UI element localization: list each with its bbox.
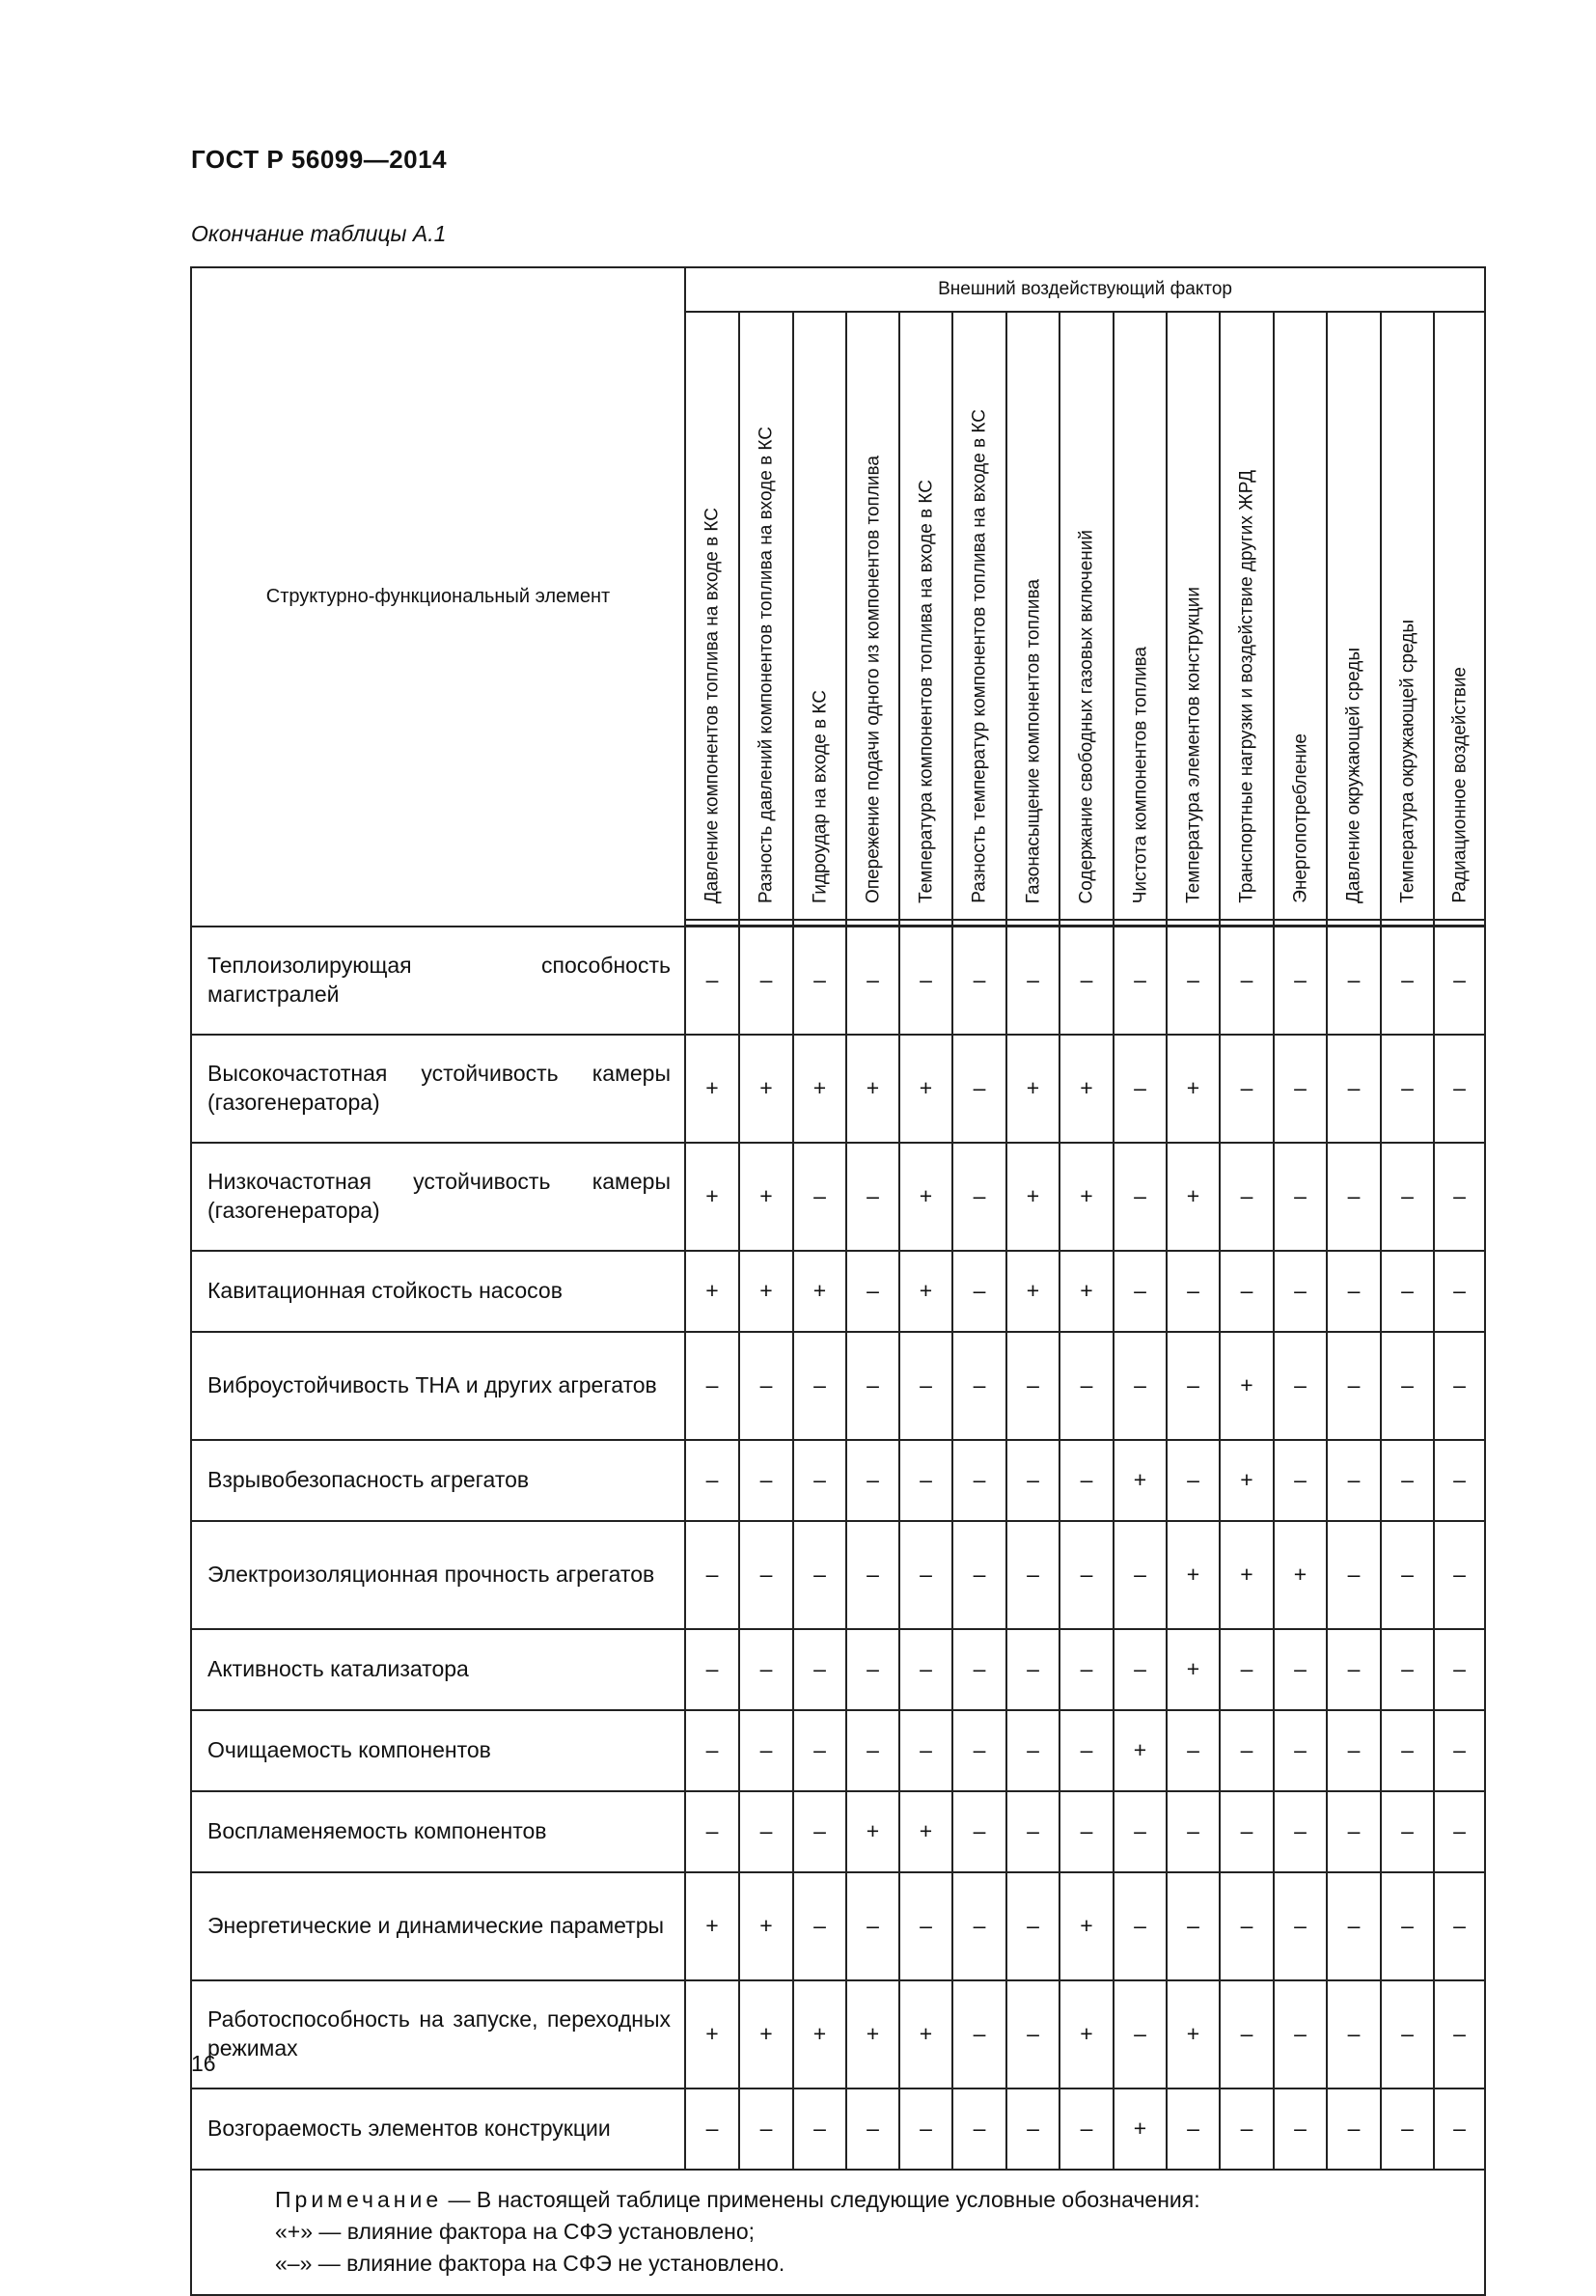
factor-header-cell — [1006, 312, 1059, 920]
influence-mark: – — [952, 1035, 1006, 1143]
influence-mark: – — [793, 2089, 846, 2170]
influence-mark: – — [846, 1143, 899, 1251]
influence-mark: – — [793, 1521, 846, 1629]
factor-header-cell — [1059, 312, 1114, 920]
influence-mark: – — [1434, 1980, 1485, 2089]
table-row — [191, 1629, 1485, 1710]
influence-mark: – — [952, 1440, 1006, 1521]
influence-mark: – — [1167, 1872, 1220, 1980]
page-number: 16 — [191, 2051, 216, 2076]
influence-mark: – — [739, 1440, 793, 1521]
influence-mark: + — [1059, 1143, 1114, 1251]
table-row — [191, 1035, 1485, 1143]
influence-mark: – — [1327, 1332, 1381, 1440]
influence-mark: – — [1167, 1440, 1220, 1521]
influence-mark: – — [1434, 1332, 1485, 1440]
influence-mark: – — [899, 927, 952, 1035]
influence-mark: – — [1167, 1791, 1220, 1872]
influence-mark: – — [1381, 1035, 1434, 1143]
influence-mark: – — [899, 1629, 952, 1710]
row-label: Активность катализатора — [191, 1629, 685, 1710]
influence-mark: – — [1274, 927, 1327, 1035]
influence-mark: – — [1167, 1332, 1220, 1440]
factor-header-label: Температура окружающей среды — [1397, 620, 1417, 903]
influence-mark: – — [1327, 927, 1381, 1035]
influence-mark: – — [1167, 1710, 1220, 1791]
influence-mark: – — [1274, 1872, 1327, 1980]
influence-mark: + — [1220, 1521, 1274, 1629]
influence-mark: + — [793, 1035, 846, 1143]
influence-mark: – — [952, 927, 1006, 1035]
table-row — [191, 1143, 1485, 1251]
factor-header-cell — [952, 312, 1006, 920]
influence-mark: – — [1274, 1791, 1327, 1872]
influence-mark: – — [1059, 927, 1114, 1035]
note-line-2: «+» — влияние фактора на СФЭ установлено; — [275, 2218, 756, 2244]
influence-mark: – — [685, 1332, 739, 1440]
influence-mark: + — [1006, 1035, 1059, 1143]
influence-mark: – — [1434, 1035, 1485, 1143]
influence-mark: – — [739, 1332, 793, 1440]
influence-mark: – — [1274, 1629, 1327, 1710]
influence-mark: – — [739, 1629, 793, 1710]
influence-mark: – — [739, 1791, 793, 1872]
influence-mark: + — [739, 1251, 793, 1332]
factor-header-cell — [1220, 312, 1274, 920]
factor-header-cell — [1167, 312, 1220, 920]
influence-mark: – — [1327, 1872, 1381, 1980]
row-label: Высокочастотная устойчивость камеры (газогенератора) — [191, 1035, 685, 1143]
influence-mark: + — [1220, 1440, 1274, 1521]
influence-mark: – — [1381, 2089, 1434, 2170]
row-label: Виброустойчивость ТНА и других агрегатов — [191, 1332, 685, 1440]
influence-mark: – — [1114, 1791, 1167, 1872]
influence-mark: – — [1327, 1710, 1381, 1791]
factor-header-label: Гидроудар на входе в КС — [810, 690, 830, 903]
influence-mark: + — [1167, 1143, 1220, 1251]
influence-mark: – — [1220, 1980, 1274, 2089]
table-caption: Окончание таблицы А.1 — [191, 221, 447, 246]
row-label: Возгораемость элементов конструкции — [191, 2089, 685, 2170]
influence-mark: – — [1434, 1710, 1485, 1791]
influence-mark: + — [685, 1251, 739, 1332]
influence-mark: – — [952, 1332, 1006, 1440]
factor-header-cell — [846, 312, 899, 920]
influence-mark: + — [1114, 1710, 1167, 1791]
table-row — [191, 1710, 1485, 1791]
influence-mark: – — [1381, 1143, 1434, 1251]
influence-mark: – — [685, 1629, 739, 1710]
influence-mark: – — [1220, 1791, 1274, 1872]
influence-mark: – — [1220, 927, 1274, 1035]
factor-header-cell — [1327, 312, 1381, 920]
influence-mark: – — [899, 1710, 952, 1791]
influence-mark: + — [793, 1980, 846, 2089]
influence-mark: – — [846, 2089, 899, 2170]
document-code: ГОСТ Р 56099—2014 — [191, 145, 448, 174]
note-word: Примечание — [275, 2186, 443, 2212]
influence-mark: – — [685, 2089, 739, 2170]
influence-mark: – — [739, 1710, 793, 1791]
influence-mark: – — [1059, 1629, 1114, 1710]
influence-mark: – — [1114, 1332, 1167, 1440]
influence-mark: – — [1327, 1251, 1381, 1332]
factor-header-label: Транспортные нагрузки и воздействие других ЖРД — [1236, 470, 1257, 903]
influence-mark: – — [1114, 1629, 1167, 1710]
influence-mark: – — [793, 1872, 846, 1980]
factor-header-cell — [1381, 312, 1434, 920]
influence-mark: – — [793, 1791, 846, 1872]
influence-mark: – — [846, 927, 899, 1035]
factor-header-label: Давление компонентов топлива на входе в КС — [702, 507, 723, 903]
influence-mark: – — [1327, 1980, 1381, 2089]
influence-mark: + — [1114, 1440, 1167, 1521]
influence-mark: + — [1114, 2089, 1167, 2170]
influence-mark: – — [793, 1629, 846, 1710]
table-row — [191, 1332, 1485, 1440]
influence-mark: – — [1006, 1629, 1059, 1710]
influence-mark: + — [685, 1872, 739, 1980]
influence-mark: + — [685, 1035, 739, 1143]
influence-mark: – — [846, 1521, 899, 1629]
influence-mark: – — [1167, 927, 1220, 1035]
factor-header-label: Разность давлений компонентов топлива на входе в КС — [756, 426, 777, 903]
influence-mark: – — [685, 927, 739, 1035]
influence-mark: – — [1114, 1143, 1167, 1251]
row-label: Кавитационная стойкость насосов — [191, 1251, 685, 1332]
influence-mark: – — [952, 2089, 1006, 2170]
influence-mark: – — [1059, 1440, 1114, 1521]
influence-mark: + — [685, 1143, 739, 1251]
influence-mark: – — [846, 1872, 899, 1980]
influence-mark: – — [1114, 1521, 1167, 1629]
influence-mark: + — [739, 1143, 793, 1251]
influence-mark: – — [1327, 1035, 1381, 1143]
factor-header-cell — [685, 312, 739, 920]
row-label: Воспламеняемость компонентов — [191, 1791, 685, 1872]
influence-mark: – — [1327, 1521, 1381, 1629]
influence-mark: – — [1381, 1440, 1434, 1521]
note-line-1 — [275, 2184, 1469, 2216]
influence-mark: – — [1220, 1251, 1274, 1332]
influence-mark: – — [1381, 1872, 1434, 1980]
influence-mark: – — [899, 1332, 952, 1440]
influence-mark: – — [1114, 1872, 1167, 1980]
influence-mark: – — [1059, 1791, 1114, 1872]
influence-mark: – — [1327, 1440, 1381, 1521]
factor-header-label: Опережение подачи одного из компонентов топлива — [863, 456, 883, 903]
influence-mark: – — [1381, 1710, 1434, 1791]
influence-mark: – — [1274, 1710, 1327, 1791]
note-line-3: «–» — влияние фактора на СФЭ не установлено. — [275, 2251, 785, 2277]
table-row — [191, 1872, 1485, 1980]
influence-mark: – — [846, 1440, 899, 1521]
influence-mark: – — [1274, 1035, 1327, 1143]
influence-mark: – — [1381, 1791, 1434, 1872]
table-row — [191, 1791, 1485, 1872]
row-label: Работоспособность на запуске, переходных режимах — [191, 1980, 685, 2089]
row-label: Низкочастотная устойчивость камеры (газогенератора) — [191, 1143, 685, 1251]
row-label: Очищаемость компонентов — [191, 1710, 685, 1791]
influence-mark: – — [1327, 1629, 1381, 1710]
influence-mark: – — [1381, 1332, 1434, 1440]
influence-mark: – — [1006, 1521, 1059, 1629]
influence-mark: – — [1381, 1629, 1434, 1710]
influence-mark: – — [846, 1332, 899, 1440]
influence-mark: – — [685, 1710, 739, 1791]
influence-mark: – — [1006, 1710, 1059, 1791]
influence-mark: – — [1006, 1980, 1059, 2089]
influence-mark: – — [1274, 1332, 1327, 1440]
influence-mark: – — [793, 1710, 846, 1791]
influence-mark: + — [739, 1980, 793, 2089]
factor-header-label: Чистота компонентов топлива — [1130, 646, 1150, 903]
influence-mark: + — [793, 1251, 846, 1332]
factor-header-cell — [1274, 312, 1327, 920]
influence-mark: – — [899, 1440, 952, 1521]
influence-mark: – — [1220, 1872, 1274, 1980]
influence-mark: – — [952, 1791, 1006, 1872]
factor-header-label: Газонасыщение компонентов топлива — [1023, 578, 1043, 903]
influence-mark: + — [1167, 1521, 1220, 1629]
influence-mark: – — [1274, 1143, 1327, 1251]
influence-mark: – — [1006, 1332, 1059, 1440]
note-text: — В настоящей таблице применены следующие условные обозначения: — [442, 2186, 1200, 2212]
influence-mark: – — [1220, 1035, 1274, 1143]
influence-mark: – — [1059, 1521, 1114, 1629]
influence-mark: + — [1167, 1035, 1220, 1143]
influence-mark: – — [1434, 927, 1485, 1035]
table-row — [191, 1440, 1485, 1521]
factor-header-label: Содержание свободных газовых включений — [1076, 529, 1097, 903]
influence-mark: – — [739, 1521, 793, 1629]
influence-mark: – — [685, 1440, 739, 1521]
influence-mark: – — [952, 1251, 1006, 1332]
influence-mark: – — [793, 927, 846, 1035]
factor-header-label: Температура элементов конструкции — [1183, 587, 1203, 903]
influence-mark: – — [846, 1251, 899, 1332]
influence-mark: + — [1059, 1980, 1114, 2089]
influence-mark: + — [1059, 1035, 1114, 1143]
influence-mark: – — [1381, 1251, 1434, 1332]
factor-header-cell — [793, 312, 846, 920]
factor-header-label: Давление окружающей среды — [1343, 647, 1364, 903]
note-cell — [191, 2170, 1485, 2295]
factor-header-cell — [1434, 312, 1485, 920]
influence-mark: – — [899, 2089, 952, 2170]
influence-mark: – — [899, 1872, 952, 1980]
influence-mark: – — [1167, 2089, 1220, 2170]
influence-mark: – — [1434, 1251, 1485, 1332]
influence-mark: – — [1274, 1440, 1327, 1521]
influence-mark: – — [952, 1143, 1006, 1251]
influence-mark: – — [1059, 2089, 1114, 2170]
influence-mark: – — [1274, 1980, 1327, 2089]
influence-mark: – — [1114, 1980, 1167, 2089]
factor-header-cell — [899, 312, 952, 920]
factor-header-cell — [1114, 312, 1167, 920]
influence-mark: – — [1006, 1791, 1059, 1872]
influence-mark: + — [899, 1143, 952, 1251]
table-row — [191, 927, 1485, 1035]
influence-mark: – — [1434, 1143, 1485, 1251]
influence-mark: + — [739, 1035, 793, 1143]
influence-mark: + — [739, 1872, 793, 1980]
influence-mark: – — [1006, 927, 1059, 1035]
influence-mark: – — [1434, 1440, 1485, 1521]
influence-mark: + — [899, 1035, 952, 1143]
influence-mark: – — [1327, 1791, 1381, 1872]
influence-mark: + — [1167, 1980, 1220, 2089]
row-label: Взрывобезопасность агрегатов — [191, 1440, 685, 1521]
table-row — [191, 1521, 1485, 1629]
influence-mark: – — [1006, 2089, 1059, 2170]
influence-mark: + — [1059, 1872, 1114, 1980]
influence-mark: + — [899, 1791, 952, 1872]
influence-mark: – — [1114, 1035, 1167, 1143]
factor-header-cell — [739, 312, 793, 920]
influence-mark: – — [1381, 1980, 1434, 2089]
influence-mark: + — [1167, 1629, 1220, 1710]
influence-mark: + — [846, 1980, 899, 2089]
influence-mark: – — [1434, 1872, 1485, 1980]
row-label: Энергетические и динамические параметры — [191, 1872, 685, 1980]
table-row — [191, 2089, 1485, 2170]
influence-mark: – — [793, 1440, 846, 1521]
factor-header-label: Радиационное воздействие — [1449, 667, 1471, 903]
influence-mark: + — [685, 1980, 739, 2089]
table-row — [191, 1980, 1485, 2089]
influence-mark: – — [899, 1521, 952, 1629]
influence-mark: – — [1114, 1251, 1167, 1332]
row-header-cell: Структурно-функциональный элемент — [191, 267, 685, 927]
influence-mark: – — [1381, 1521, 1434, 1629]
influence-mark: – — [1434, 1629, 1485, 1710]
influence-mark: – — [793, 1143, 846, 1251]
influence-mark: + — [899, 1251, 952, 1332]
influence-mark: – — [952, 1521, 1006, 1629]
influence-mark: – — [1220, 1143, 1274, 1251]
influence-mark: – — [1434, 2089, 1485, 2170]
influence-mark: – — [952, 1710, 1006, 1791]
factor-header-label: Температура компонентов топлива на входе в КС — [916, 480, 936, 903]
influence-mark: + — [1059, 1251, 1114, 1332]
influence-mark: – — [1114, 927, 1167, 1035]
influence-mark: – — [685, 1521, 739, 1629]
influence-mark: – — [1381, 927, 1434, 1035]
influence-mark: – — [793, 1332, 846, 1440]
influence-mark: – — [952, 1980, 1006, 2089]
influence-mark: + — [899, 1980, 952, 2089]
row-label: Теплоизолирующая способность магистралей — [191, 927, 685, 1035]
influence-mark: – — [1006, 1440, 1059, 1521]
influence-mark: – — [1220, 2089, 1274, 2170]
influence-mark: – — [1167, 1251, 1220, 1332]
note-row — [191, 2170, 1485, 2295]
influence-mark: – — [846, 1710, 899, 1791]
influence-mark: – — [739, 927, 793, 1035]
row-label: Электроизоляционная прочность агрегатов — [191, 1521, 685, 1629]
influence-mark: – — [952, 1629, 1006, 1710]
group-header-cell: Внешний воздействующий фактор — [685, 267, 1485, 312]
influence-mark: + — [1220, 1332, 1274, 1440]
influence-mark: – — [952, 1872, 1006, 1980]
table-row — [191, 1251, 1485, 1332]
influence-mark: – — [1327, 2089, 1381, 2170]
influence-mark: – — [1274, 2089, 1327, 2170]
influence-mark: – — [1327, 1143, 1381, 1251]
influence-mark: – — [846, 1629, 899, 1710]
factor-header-label: Разность температур компонентов топлива на входе в КС — [969, 409, 990, 903]
influence-mark: – — [1434, 1521, 1485, 1629]
influence-mark: – — [1059, 1332, 1114, 1440]
influence-mark: + — [1274, 1521, 1327, 1629]
factor-header-label: Энергопотребление — [1290, 733, 1310, 903]
influence-mark: – — [1220, 1710, 1274, 1791]
influence-mark: – — [685, 1791, 739, 1872]
factor-table — [190, 266, 1486, 2296]
influence-mark: – — [1434, 1791, 1485, 1872]
influence-mark: – — [1059, 1710, 1114, 1791]
influence-mark: – — [1006, 1872, 1059, 1980]
influence-mark: – — [1220, 1629, 1274, 1710]
influence-mark: + — [846, 1791, 899, 1872]
influence-mark: – — [1274, 1251, 1327, 1332]
influence-mark: + — [846, 1035, 899, 1143]
influence-mark: + — [1006, 1143, 1059, 1251]
influence-mark: – — [739, 2089, 793, 2170]
influence-mark: + — [1006, 1251, 1059, 1332]
